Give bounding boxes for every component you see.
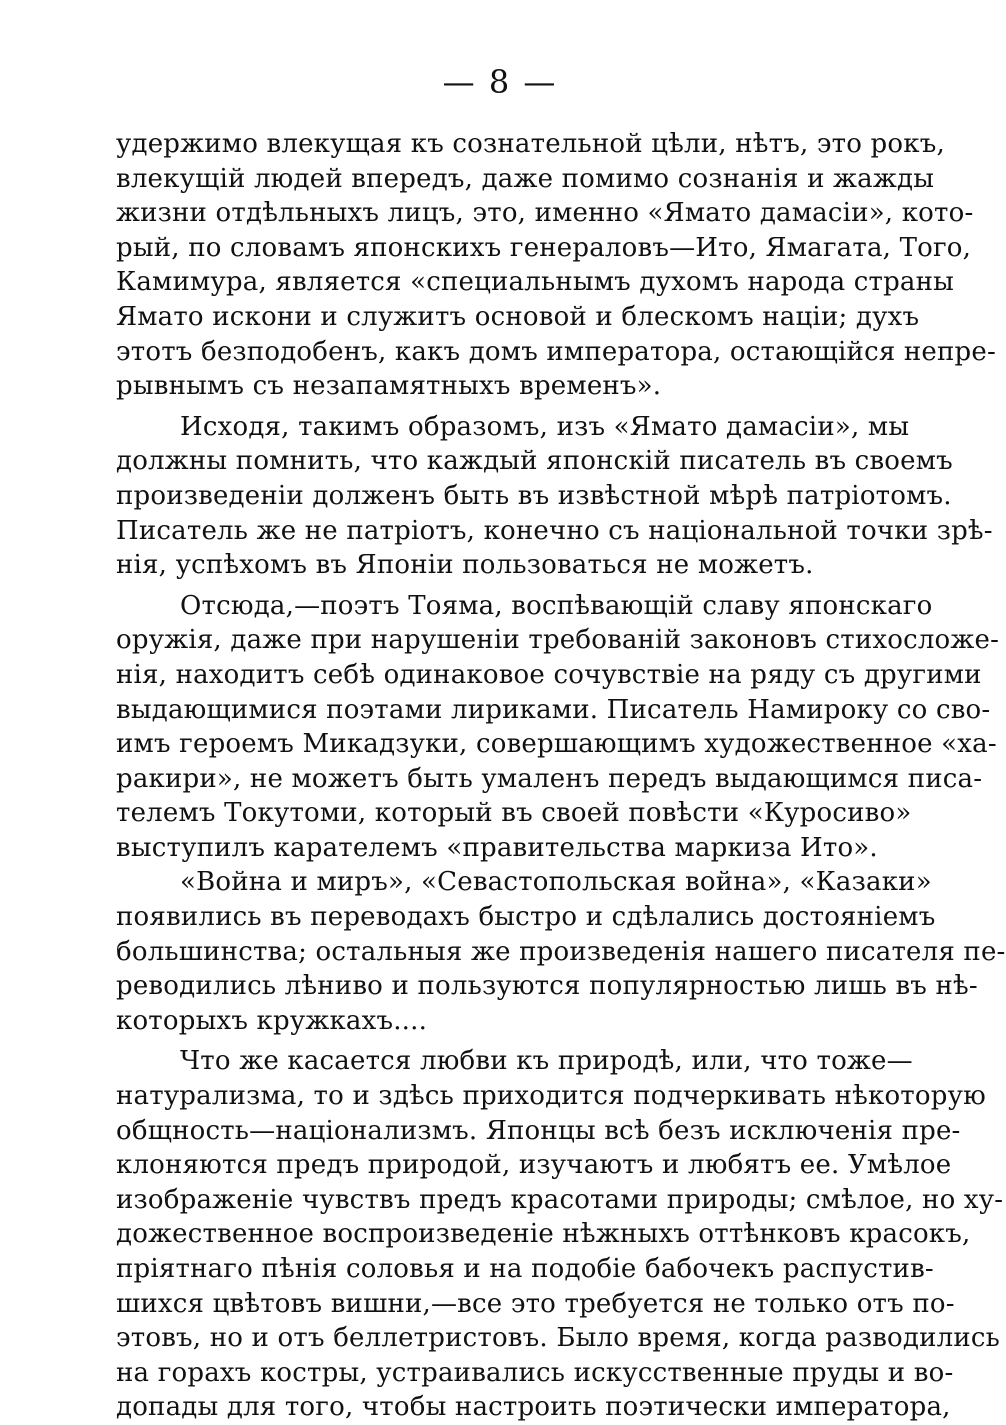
text-line: рывнымъ съ незапамятныхъ временъ». [116,371,662,402]
text-line: этовъ, но и отъ беллетристовъ. Было время, когда разводились [116,1323,1000,1354]
text-line: клоняются предъ природой, изучаютъ и любятъ ее. Умѣлое [116,1150,952,1181]
text-line: общность—нацiонализмъ. Японцы всѣ безъ исключенiя пре- [116,1115,961,1146]
text-line: ракири», не можетъ быть умаленъ передъ выдающимся писа- [116,763,983,794]
text-line: рый, по словамъ японскихъ генераловъ—Ито, Ямагата, Того, [116,232,972,263]
text-line: влекущiй людей впередъ, даже помимо сознанiя и жажды [116,163,935,194]
text-line: жизни отдѣльныхъ лицъ, это, именно «Ямато дамасiи», кото- [116,198,974,229]
text-line: изображенiе чувствъ предъ красотами природы; смѣлое, но ху- [116,1184,1004,1215]
text-line: должны помнить, что каждый японскiй писатель въ своемъ [116,446,953,477]
paragraph [116,1044,1004,1425]
text-line: Камимура, является «специальнымъ духомъ народа страны [116,267,955,298]
paragraph [116,410,993,583]
text-line: Ямато искони и служитъ основой и блескомъ нацiи; духъ [116,301,920,332]
text-line: выдающимися поэтами лириками. Писатель Намироку со сво- [116,694,991,725]
text-line: «Война и миръ», «Севастопольская война», «Казаки» [180,867,932,898]
text-line: оружiя, даже при нарушенiи требованiй законовъ стихосложе- [116,625,1000,656]
text-line: произведенiи долженъ быть въ извѣстной мѣрѣ патрiотомъ. [116,480,952,511]
paragraph [116,865,1006,1038]
text-line: нiя, успѣхомъ въ Японiи пользоваться не можетъ. [116,550,814,581]
paragraph [116,589,1000,866]
text-line: удержимо влекущая къ сознательной цѣли, нѣтъ, это рокъ, [116,129,945,159]
text-line: шихся цвѣтовъ вишни,—все это требуется не только отъ по- [116,1288,955,1319]
text-line: телемъ Токутоми, который въ своей повѣсти «Куросиво» [116,798,912,829]
text-line: этотъ безподобенъ, какъ домъ императора, остающiйся непре- [116,336,996,367]
paragraph [116,127,996,404]
text-line: нiя, находитъ себѣ одинаковое сочувствiе на ряду съ другими [116,659,982,690]
body-text [116,127,1006,1425]
text-line: натурализма, то и здѣсь приходится подчеркивать нѣкоторую [116,1081,986,1112]
text-line: которыхъ кружкахъ.... [116,1005,428,1036]
text-line: реводились лѣниво и пользуются популярностью лишь въ нѣ- [116,971,978,1002]
text-line: большинства; остальныя же произведенiя нашего писателя пе- [116,936,1006,967]
text-line: Отсюда,—поэтъ Тояма, воспѣвающiй славу японскаго [180,590,933,621]
text-line: Исходя, такимъ образомъ, изъ «Ямато дамасiи», мы [180,411,910,442]
text-line: допады для того, чтобы настроить поэтически императора, [116,1392,951,1423]
text-line: дожественное воспроизведенiе нѣжныхъ оттѣнковъ красокъ, [116,1219,971,1250]
text-line: на горахъ костры, устраивались искусственные пруды и во- [116,1357,954,1388]
text-line: Писатель же не патрiотъ, конечно съ нацiональной точки зрѣ- [116,515,993,546]
text-line: Что же касается любви къ природѣ, или, что тоже— [180,1046,913,1077]
page-number: — 8 — [442,63,558,101]
text-line: прiятнаго пѣнiя соловья и на подобiе бабочекъ распустив- [116,1254,934,1284]
text-line: имъ героемъ Микадзуки, совершающимъ художественное «ха- [116,729,997,760]
text-line: выступилъ карателемъ «правительства маркиза Ито». [116,832,878,863]
text-line: появились въ переводахъ быстро и сдѣлались достоянiемъ [116,902,936,933]
